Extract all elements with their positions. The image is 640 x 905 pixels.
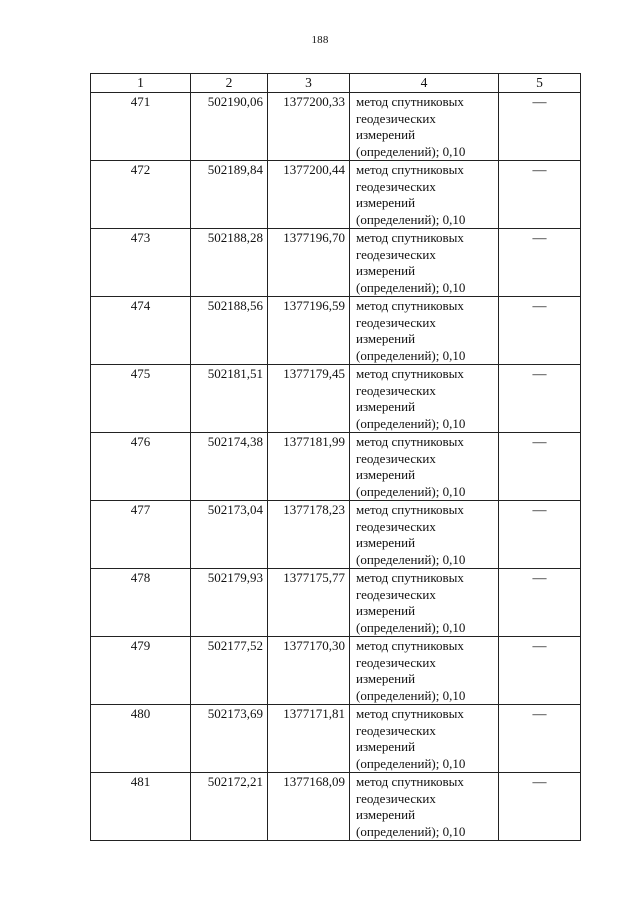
x-coordinate-cell: 502179,93 [191,569,268,637]
x-coordinate-cell: 502188,56 [191,297,268,365]
x-coordinate-cell: 502190,06 [191,93,268,161]
point-number-cell: 475 [91,365,191,433]
note-cell [499,297,581,365]
table-row [91,773,581,841]
table-row [91,297,581,365]
method-accuracy-cell: метод спутниковых геодезических измерений (определений); 0,10 [350,229,499,297]
point-number-cell: 471 [91,93,191,161]
y-coordinate-cell: 1377196,70 [268,229,350,297]
y-coordinate-cell: 1377200,44 [268,161,350,229]
method-accuracy-cell: метод спутниковых геодезических измерений (определений); 0,10 [350,705,499,773]
y-coordinate-cell: 1377168,09 [268,773,350,841]
page-number: 188 [311,34,329,46]
y-coordinate-cell: 1377179,45 [268,365,350,433]
y-coordinate-cell: 1377175,77 [268,569,350,637]
method-accuracy-cell: метод спутниковых геодезических измерений (определений); 0,10 [350,637,499,705]
point-number-cell: 473 [91,229,191,297]
method-accuracy-cell: метод спутниковых геодезических измерений (определений); 0,10 [350,161,499,229]
note-dash: — [532,299,547,314]
y-coordinate-cell: 1377200,33 [268,93,350,161]
x-coordinate-cell: 502173,69 [191,705,268,773]
header-cell-5: 5 [499,74,581,93]
table-body [91,93,581,841]
note-cell [499,501,581,569]
note-cell [499,773,581,841]
table-row [91,433,581,501]
method-accuracy-cell: метод спутниковых геодезических измерений (определений); 0,10 [350,365,499,433]
table-row [91,637,581,705]
table-row [91,365,581,433]
note-dash: — [532,231,547,246]
header-cell-3: 3 [268,74,350,93]
point-number-cell: 477 [91,501,191,569]
x-coordinate-cell: 502189,84 [191,161,268,229]
point-number-cell: 481 [91,773,191,841]
x-coordinate-cell: 502172,21 [191,773,268,841]
method-accuracy-cell: метод спутниковых геодезических измерений (определений); 0,10 [350,501,499,569]
y-coordinate-cell: 1377196,59 [268,297,350,365]
point-number-cell: 472 [91,161,191,229]
table-row [91,229,581,297]
note-cell [499,637,581,705]
x-coordinate-cell: 502174,38 [191,433,268,501]
note-cell [499,433,581,501]
method-accuracy-cell: метод спутниковых геодезических измерений (определений); 0,10 [350,433,499,501]
point-number-cell: 476 [91,433,191,501]
point-number-cell: 479 [91,637,191,705]
note-dash: — [532,367,547,382]
x-coordinate-cell: 502188,28 [191,229,268,297]
y-coordinate-cell: 1377170,30 [268,637,350,705]
point-number-cell: 474 [91,297,191,365]
y-coordinate-cell: 1377181,99 [268,433,350,501]
x-coordinate-cell: 502177,52 [191,637,268,705]
method-accuracy-cell: метод спутниковых геодезических измерений (определений); 0,10 [350,297,499,365]
note-dash: — [532,435,547,450]
note-dash: — [532,503,547,518]
note-dash: — [532,775,547,790]
table-row [91,501,581,569]
coordinates-table [90,73,581,841]
table-row [91,93,581,161]
point-number-cell: 478 [91,569,191,637]
note-dash: — [532,707,547,722]
y-coordinate-cell: 1377178,23 [268,501,350,569]
point-number-cell: 480 [91,705,191,773]
method-accuracy-cell: метод спутниковых геодезических измерений (определений); 0,10 [350,773,499,841]
table-row [91,705,581,773]
note-cell [499,229,581,297]
note-cell [499,161,581,229]
note-cell [499,93,581,161]
note-dash: — [532,163,547,178]
note-dash: — [532,95,547,110]
note-cell [499,365,581,433]
table-row [91,569,581,637]
header-row [91,74,581,93]
table-header [91,74,581,93]
header-cell-1: 1 [91,74,191,93]
header-cell-4: 4 [350,74,499,93]
x-coordinate-cell: 502181,51 [191,365,268,433]
header-cell-2: 2 [191,74,268,93]
method-accuracy-cell: метод спутниковых геодезических измерений (определений); 0,10 [350,93,499,161]
note-cell [499,569,581,637]
x-coordinate-cell: 502173,04 [191,501,268,569]
note-dash: — [532,639,547,654]
y-coordinate-cell: 1377171,81 [268,705,350,773]
note-cell [499,705,581,773]
method-accuracy-cell: метод спутниковых геодезических измерений (определений); 0,10 [350,569,499,637]
table-row [91,161,581,229]
note-dash: — [532,571,547,586]
